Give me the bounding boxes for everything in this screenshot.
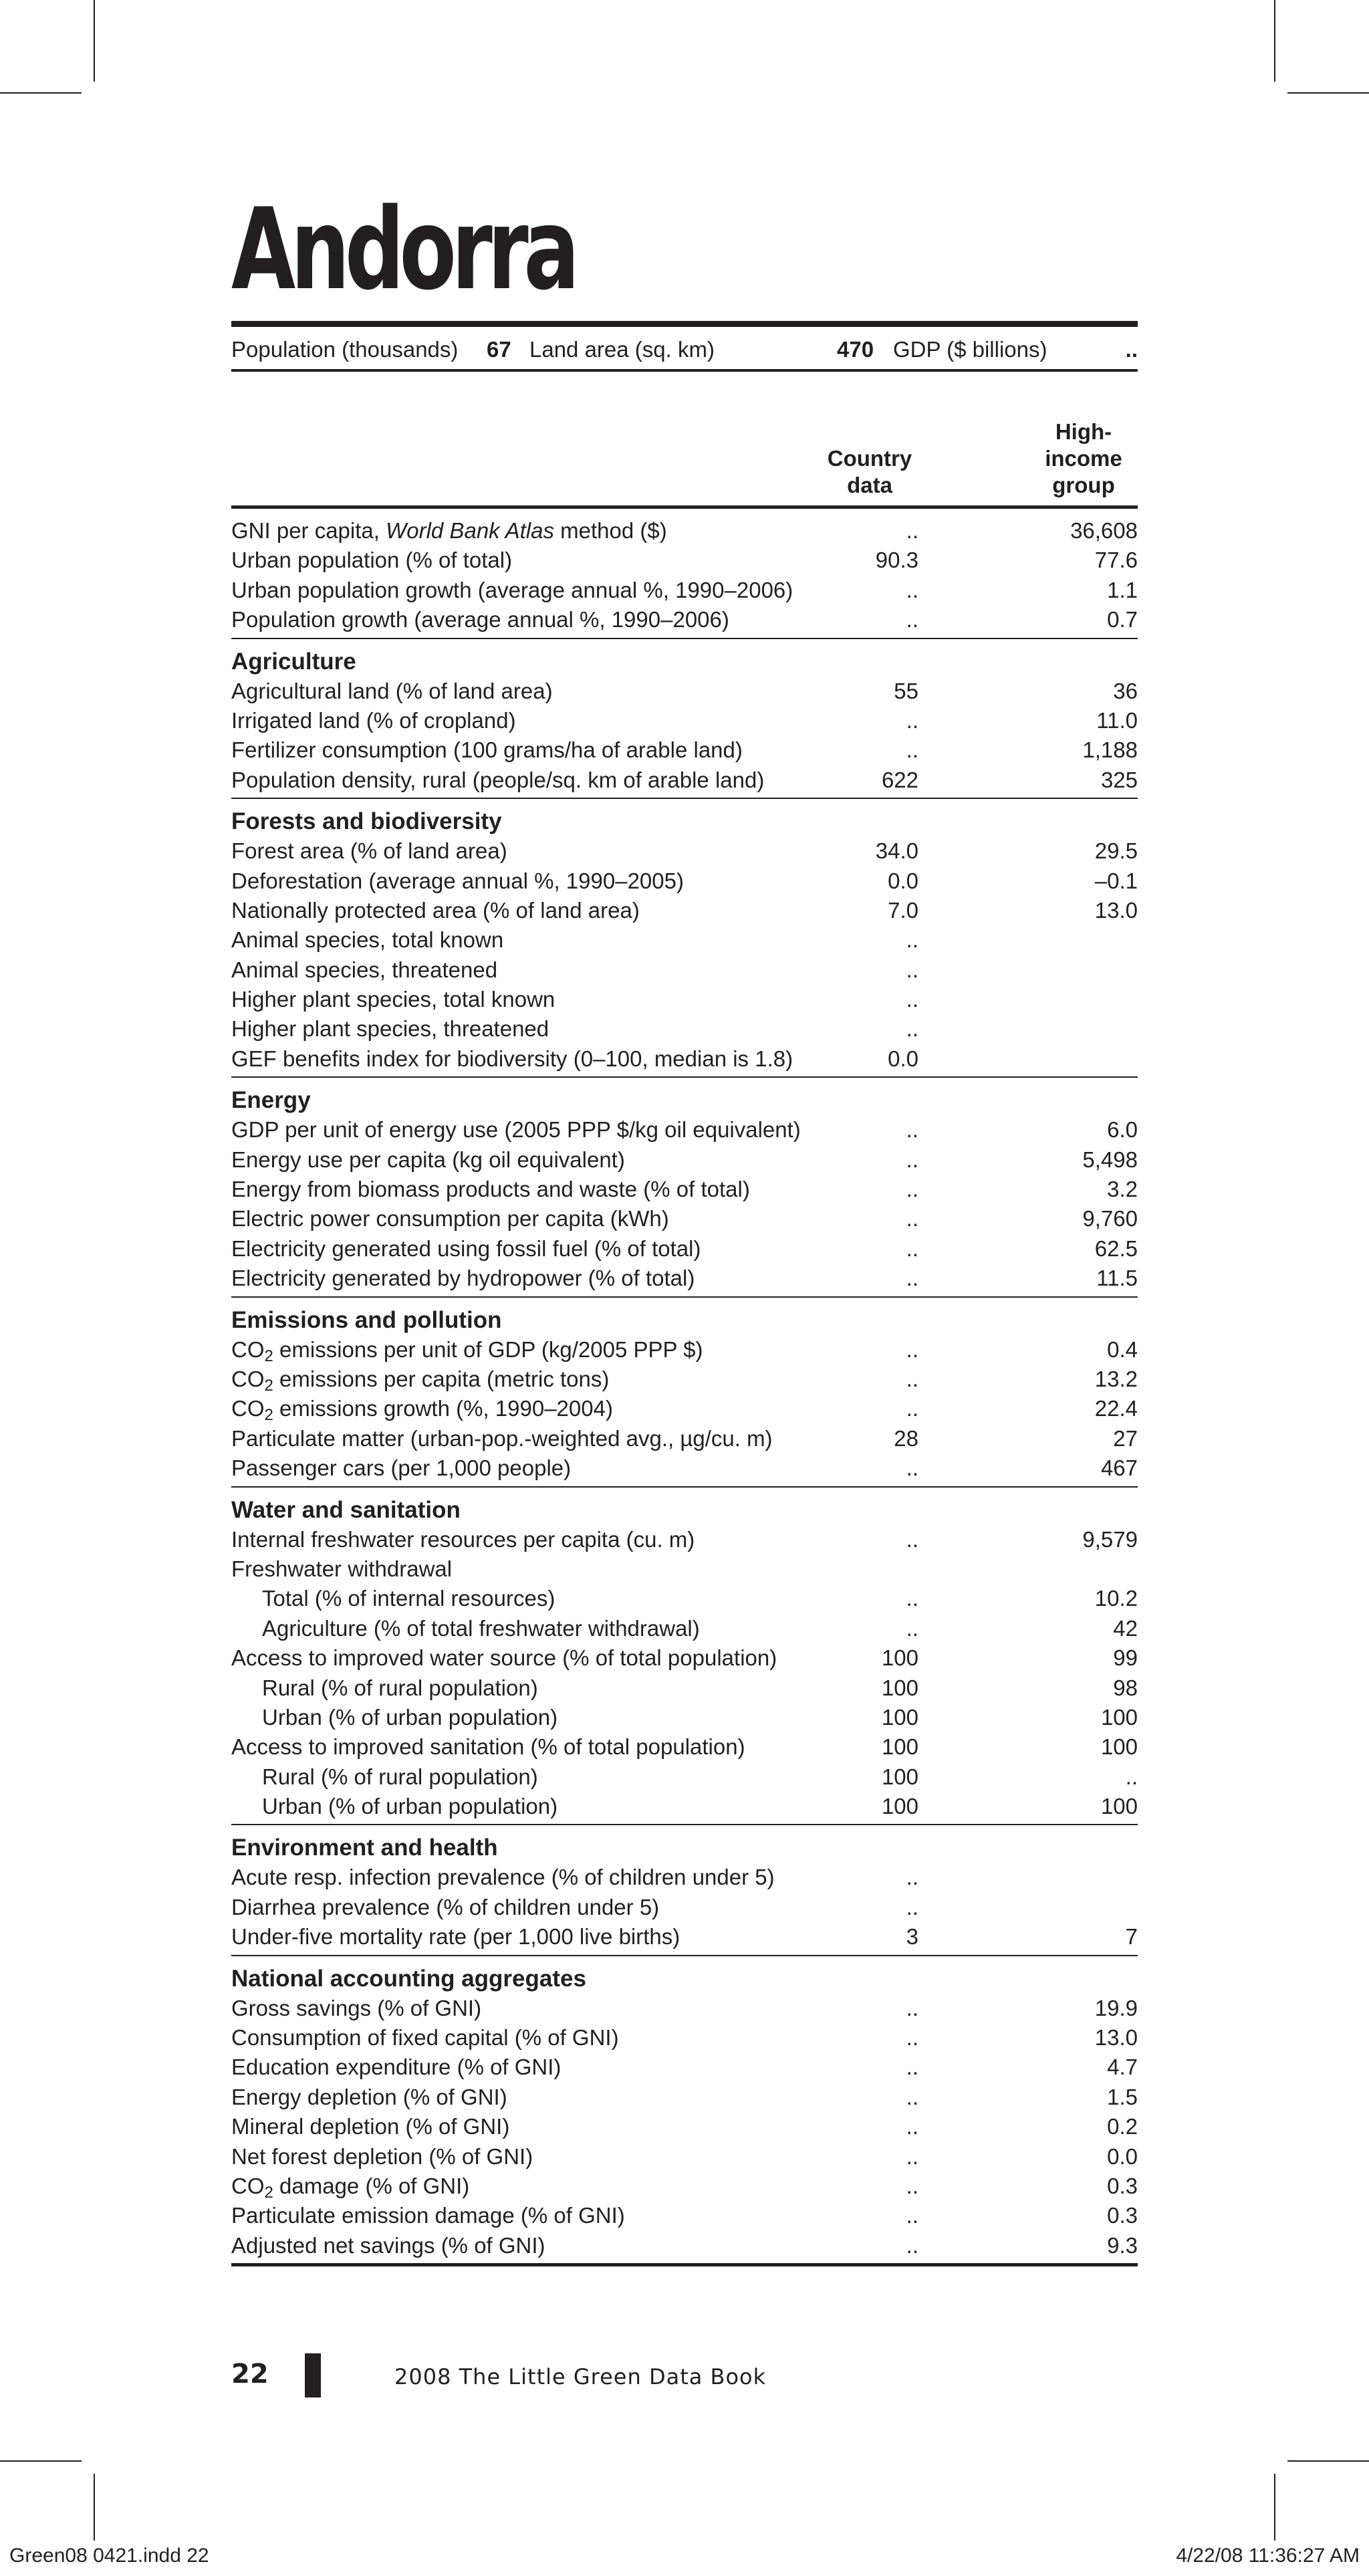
indicator-label: Net forest depletion (% of GNI) [231, 2143, 533, 2169]
table-row [231, 1264, 1138, 1293]
country-value: 100 [881, 1794, 918, 1819]
table-row [231, 2231, 1138, 2260]
country-value: .. [906, 927, 918, 953]
country-value: .. [906, 2173, 918, 2198]
table-row [231, 1204, 1138, 1234]
country-value: 100 [881, 1764, 918, 1789]
table-row [231, 1525, 1138, 1554]
footer-bar [305, 2353, 321, 2397]
group-value: 0.3 [1107, 2173, 1138, 2198]
group-value: 1.1 [1107, 577, 1138, 602]
country-value: 100 [881, 1734, 918, 1760]
table-row [231, 2083, 1138, 2112]
group-value: 100 [1100, 1704, 1138, 1730]
group-value: 62.5 [1094, 1236, 1138, 1261]
country-value: .. [906, 1615, 918, 1641]
indicator-label: Electricity generated by hydropower (% of total) [231, 1266, 695, 1291]
indicator-label: Agriculture (% of total freshwater withdrawal) [262, 1615, 700, 1641]
country-value: .. [906, 518, 918, 543]
table-row [231, 706, 1138, 735]
group-value: 36,608 [1070, 518, 1138, 543]
country-value: 100 [881, 1704, 918, 1730]
country-value: .. [906, 1336, 918, 1362]
indicator-label: Total (% of internal resources) [262, 1586, 555, 1611]
group-value: –0.1 [1094, 868, 1138, 893]
table-row [231, 2053, 1138, 2082]
group-value: 99 [1113, 1645, 1138, 1671]
indicator-label: Consumption of fixed capital (% of GNI) [231, 2025, 619, 2051]
table-row [231, 735, 1138, 765]
crop-mark [94, 0, 95, 82]
indicator-label: GNI per capita, World Bank Atlas method ($) [231, 518, 667, 543]
country-value: .. [906, 737, 918, 763]
high-income-group-header [1020, 419, 1147, 499]
country-value: 0.0 [888, 868, 918, 893]
indicator-label: Fertilizer consumption (100 grams/ha of arable land) [231, 737, 743, 763]
country-value: 100 [881, 1675, 918, 1700]
table-row [231, 1673, 1138, 1703]
section-title: Agriculture [231, 648, 356, 675]
country-value: .. [906, 577, 918, 602]
country-value: .. [906, 1177, 918, 1202]
table-section [231, 799, 1138, 1078]
table-row [231, 866, 1138, 896]
table-row [231, 896, 1138, 925]
indicator-label: Nationally protected area (% of land area) [231, 897, 640, 923]
summary-rule [231, 369, 1138, 372]
table-row [231, 2112, 1138, 2141]
country-value: 34.0 [875, 838, 918, 864]
section-title: Energy [231, 1087, 311, 1114]
country-value: .. [906, 1526, 918, 1552]
table-row [231, 1554, 1138, 1584]
summary-bar [231, 332, 1138, 366]
indicator-label: Urban (% of urban population) [262, 1704, 558, 1730]
crop-mark [0, 92, 82, 94]
indicator-label: Population growth (average annual %, 1990–2006) [231, 607, 729, 632]
group-value: 7 [1125, 1924, 1138, 1950]
indicator-label: Electricity generated using fossil fuel (% of total) [231, 1236, 701, 1261]
table-section [231, 516, 1138, 639]
country-value: .. [906, 2143, 918, 2169]
country-value: .. [906, 1206, 918, 1232]
group-value: 4.7 [1107, 2055, 1138, 2080]
indicator-label: Urban population growth (average annual %, 1990–2006) [231, 577, 793, 602]
population-label: Population (thousands) [231, 337, 459, 362]
slug-file: Green08 0421.indd 22 [9, 2545, 209, 2567]
table-row [231, 2023, 1138, 2053]
table-row [231, 546, 1138, 575]
indicator-label: GDP per unit of energy use (2005 PPP $/kg oil equivalent) [231, 1117, 801, 1143]
indicator-label: Passenger cars (per 1,000 people) [231, 1455, 572, 1481]
crop-mark [0, 2460, 82, 2462]
table-row [231, 1175, 1138, 1204]
table-row [231, 1732, 1138, 1762]
country-value: .. [906, 2203, 918, 2228]
indicator-label: Higher plant species, total known [231, 987, 555, 1012]
country-value: 622 [881, 767, 918, 792]
crop-mark [1274, 2474, 1275, 2541]
land-area-value: 470 [837, 337, 874, 362]
country-value: .. [906, 707, 918, 733]
table-row [231, 677, 1138, 706]
indicator-label: $CO_2$ damage (% of GNI) [231, 2173, 470, 2202]
group-value: 0.7 [1107, 607, 1138, 632]
table-section [231, 1956, 1138, 2267]
group-value: 98 [1113, 1675, 1138, 1700]
indicator-label: Internal freshwater resources per capita (cu. m) [231, 1526, 695, 1552]
country-value: .. [906, 1266, 918, 1291]
indicator-label: Animal species, total known [231, 927, 504, 953]
table-row [231, 925, 1138, 955]
country-value: .. [906, 1366, 918, 1391]
indicator-label: Access to improved water source (% of total population) [231, 1645, 777, 1671]
gdp-label: GDP ($ billions) [893, 337, 1047, 362]
header-line: Country [827, 446, 912, 471]
table-row [231, 1792, 1138, 1821]
group-value: 5,498 [1082, 1147, 1138, 1172]
group-value: 0.2 [1107, 2114, 1138, 2139]
table-row [231, 1922, 1138, 1952]
country-value: .. [906, 1586, 918, 1611]
country-value: 100 [881, 1645, 918, 1671]
indicator-label: Irrigated land (% of cropland) [231, 707, 516, 733]
group-value: 1.5 [1107, 2084, 1138, 2109]
country-value: .. [906, 1455, 918, 1481]
header-line: income [1045, 446, 1122, 471]
country-value: .. [906, 607, 918, 632]
indicator-label: Agricultural land (% of land area) [231, 678, 553, 703]
group-value: 13.0 [1094, 2025, 1138, 2051]
table-row [231, 1453, 1138, 1483]
crop-mark [1287, 92, 1369, 94]
table-row [231, 1863, 1138, 1892]
slug-timestamp: 4/22/08 11:36:27 AM [1176, 2545, 1360, 2567]
country-value: .. [906, 2114, 918, 2139]
page-number: 22 [231, 2359, 269, 2389]
country-value: .. [906, 2084, 918, 2109]
table-row [231, 1014, 1138, 1044]
country-value: 55 [894, 678, 918, 703]
indicator-label: $CO_2$ emissions per capita (metric tons) [231, 1366, 610, 1395]
table-section [231, 1825, 1138, 1956]
country-value: .. [906, 1016, 918, 1042]
table-row [231, 1115, 1138, 1145]
section-title: Environment and health [231, 1835, 498, 1861]
indicator-label: Access to improved sanitation (% of total population) [231, 1734, 745, 1760]
population-value: 67 [487, 337, 511, 362]
table-row [231, 1365, 1138, 1394]
group-value: 0.4 [1107, 1336, 1138, 1362]
indicator-label: Deforestation (average annual %, 1990–2005) [231, 868, 684, 893]
section-title: Water and sanitation [231, 1496, 461, 1523]
country-value: .. [906, 1147, 918, 1172]
table-row [231, 1145, 1138, 1175]
table-row [231, 516, 1138, 546]
indicator-label: $CO_2$ emissions per unit of GDP (kg/2005 PPP $) [231, 1336, 703, 1365]
page-title: Andorra [231, 184, 575, 315]
crop-mark [1274, 0, 1275, 82]
indicator-label: Adjusted net savings (% of GNI) [231, 2232, 545, 2258]
header-rule [231, 505, 1138, 509]
indicator-label: Acute resp. infection prevalence (% of children under 5) [231, 1865, 775, 1890]
country-value: 90.3 [875, 548, 918, 573]
table-section [231, 1298, 1138, 1488]
table-section [231, 1078, 1138, 1297]
table-row [231, 1994, 1138, 2023]
table-row [231, 766, 1138, 795]
indicator-label: Particulate matter (urban-pop.-weighted avg., µg/cu. m) [231, 1425, 773, 1451]
table-row [231, 1643, 1138, 1673]
table-row [231, 1614, 1138, 1643]
table-row [231, 576, 1138, 605]
indicator-label: Mineral depletion (% of GNI) [231, 2114, 510, 2139]
indicator-label: Diarrhea prevalence (% of children under 5) [231, 1894, 660, 1919]
indicator-label: Energy depletion (% of GNI) [231, 2084, 507, 2109]
group-value: 22.4 [1094, 1396, 1138, 1421]
table-row [231, 605, 1138, 634]
country-value: .. [906, 1995, 918, 2020]
country-data-header [806, 445, 933, 499]
indicator-label: $CO_2$ emissions growth (%, 1990–2004) [231, 1396, 613, 1425]
table-row [231, 1424, 1138, 1453]
country-value: .. [906, 2025, 918, 2051]
indicator-label: Freshwater withdrawal [231, 1556, 453, 1581]
group-value: 467 [1100, 1455, 1138, 1481]
gdp-value: .. [1125, 337, 1138, 362]
country-value: .. [906, 1865, 918, 1890]
country-value: .. [906, 987, 918, 1012]
group-value: 11.0 [1096, 707, 1138, 733]
country-value: 3 [906, 1924, 918, 1950]
table-row [231, 1044, 1138, 1074]
group-value: 27 [1113, 1425, 1138, 1451]
group-value: .. [1125, 1764, 1138, 1789]
indicator-label: Urban population (% of total) [231, 548, 513, 573]
indicator-label: Population density, rural (people/sq. km of arable land) [231, 767, 765, 792]
indicator-label: Particulate emission damage (% of GNI) [231, 2203, 625, 2228]
country-value: 28 [894, 1425, 918, 1451]
group-value: 11.5 [1096, 1266, 1138, 1291]
crop-mark [94, 2474, 95, 2541]
group-value: 1,188 [1082, 737, 1138, 763]
table-row [231, 2142, 1138, 2172]
table-row [231, 2201, 1138, 2230]
table-row [231, 836, 1138, 866]
indicator-label: Rural (% of rural population) [262, 1764, 538, 1789]
table-row [231, 2172, 1138, 2201]
country-value: .. [906, 2232, 918, 2258]
country-value: .. [906, 1396, 918, 1421]
group-value: 13.0 [1094, 897, 1138, 923]
country-value: .. [906, 1894, 918, 1919]
country-value: .. [906, 2055, 918, 2080]
country-value: 0.0 [888, 1046, 918, 1071]
group-value: 36 [1113, 678, 1138, 703]
indicator-table [231, 516, 1138, 2266]
header-line: data [847, 473, 892, 497]
country-value: .. [906, 1117, 918, 1143]
group-value: 3.2 [1107, 1177, 1138, 1202]
indicator-label: Urban (% of urban population) [262, 1794, 558, 1819]
group-value: 0.0 [1107, 2143, 1138, 2169]
group-value: 6.0 [1107, 1117, 1138, 1143]
group-value: 100 [1100, 1794, 1138, 1819]
table-section [231, 1488, 1138, 1826]
table-row [231, 1234, 1138, 1264]
section-title: Forests and biodiversity [231, 808, 502, 835]
indicator-label: GEF benefits index for biodiversity (0–100, median is 1.8) [231, 1046, 793, 1071]
table-row [231, 1703, 1138, 1732]
indicator-label: Gross savings (% of GNI) [231, 1995, 482, 2020]
indicator-label: Forest area (% of land area) [231, 838, 507, 864]
group-value: 13.2 [1094, 1366, 1138, 1391]
top-rule [231, 321, 1138, 327]
group-value: 0.3 [1107, 2203, 1138, 2228]
group-value: 325 [1100, 767, 1138, 792]
indicator-label: Electric power consumption per capita (kWh) [231, 1206, 669, 1232]
indicator-label: Education expenditure (% of GNI) [231, 2055, 562, 2080]
section-title: Emissions and pollution [231, 1306, 502, 1333]
header-line: High- [1055, 419, 1112, 444]
land-area-label: Land area (sq. km) [529, 337, 715, 362]
group-value: 29.5 [1094, 838, 1138, 864]
group-value: 9,579 [1082, 1526, 1138, 1552]
table-row [231, 955, 1138, 985]
table-row [231, 1394, 1138, 1423]
country-value: .. [906, 957, 918, 982]
group-value: 19.9 [1094, 1995, 1138, 2020]
table-row [231, 1335, 1138, 1365]
group-value: 9.3 [1107, 2232, 1138, 2258]
group-value: 42 [1113, 1615, 1138, 1641]
book-title: 2008 The Little Green Data Book [394, 2364, 767, 2389]
indicator-label: Energy from biomass products and waste (% of total) [231, 1177, 750, 1202]
table-row [231, 1584, 1138, 1613]
indicator-label: Rural (% of rural population) [262, 1675, 538, 1700]
indicator-label: Energy use per capita (kg oil equivalent) [231, 1147, 625, 1172]
country-value: .. [906, 1236, 918, 1261]
section-title: National accounting aggregates [231, 1965, 586, 1992]
header-line: group [1052, 473, 1115, 497]
indicator-label: Higher plant species, threatened [231, 1016, 549, 1042]
group-value: 10.2 [1094, 1586, 1138, 1611]
crop-mark [1287, 2460, 1369, 2462]
indicator-label: Under-five mortality rate (per 1,000 live births) [231, 1924, 680, 1950]
country-value: 7.0 [888, 897, 918, 923]
table-row [231, 1762, 1138, 1792]
table-row [231, 1893, 1138, 1922]
group-value: 9,760 [1082, 1206, 1138, 1232]
table-section [231, 639, 1138, 800]
group-value: 77.6 [1094, 548, 1138, 573]
indicator-label: Animal species, threatened [231, 957, 498, 982]
group-value: 100 [1100, 1734, 1138, 1760]
table-row [231, 985, 1138, 1014]
